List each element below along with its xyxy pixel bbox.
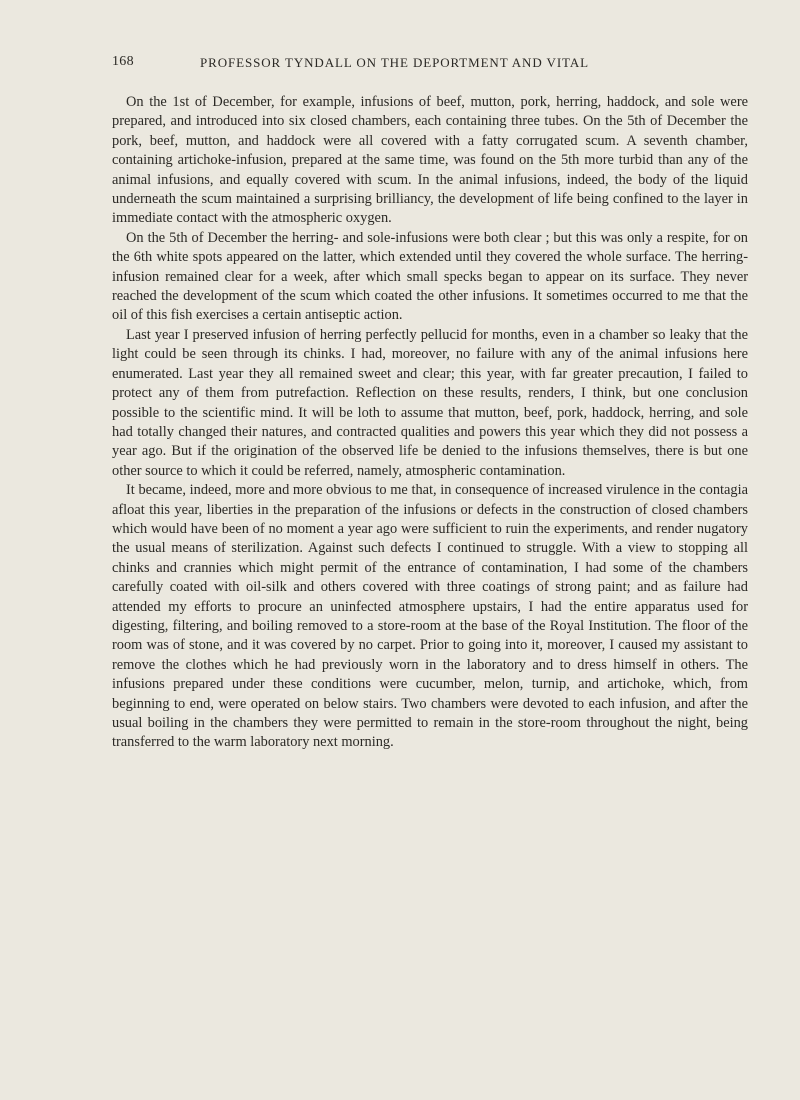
page-number: 168 <box>112 54 134 69</box>
running-title: PROFESSOR TYNDALL ON THE DEPORTMENT AND VITAL <box>200 55 589 70</box>
paragraph: On the 5th of December the herring- and sole-infusions were both clear ; but this was only a respite, for on the 6th white spots appeared on the latter, which extended until they covered the whole surface. The herring-infusion remained clear for a week, after which small specks began to appear on its surface. They never reached the development of the scum which coated the other infusions. It sometimes occurred to me that the oil of this fish exercises a certain antiseptic action. <box>112 229 748 324</box>
body-text <box>112 93 748 753</box>
paragraph: On the 1st of December, for example, infusions of beef, mutton, pork, herring, haddock, and sole were prepared, and introduced into six closed chambers, each containing three tubes. On the 5th of December the pork, beef, mutton, and haddock were all covered with a fatty corrugated scum. A seventh chamber, containing artichoke-infusion, prepared at the same time, was found on the 5th more turbid than any of the animal infusions, and equally covered with scum. In the animal infusions, indeed, the body of the liquid underneath the scum maintained a surprising brilliancy, the development of life being confined to the layer in immediate contact with the atmospheric oxygen. <box>112 94 748 227</box>
paragraph: Last year I preserved infusion of herring perfectly pellucid for months, even in a chamber so leaky that the light could be seen through its chinks. I had, moreover, no failure with any of the animal infusions here enumerated. Last year they all remained sweet and clear; this year, with far greater precaution, I failed to protect any of them from putrefaction. Reflection on these results, renders, I think, but one conclusion possible to the scientific mind. It will be loth to assume that mutton, beef, pork, haddock, herring, and sole had totally changed their natures, and contracted qualities and powers this year which they did not possess a year ago. But if the origination of the observed life be denied to the infusions themselves, there is but one other source to which it could be referred, namely, atmospheric contamination. <box>112 326 748 479</box>
page-header <box>112 54 752 78</box>
paragraph: It became, indeed, more and more obvious to me that, in consequence of increased virulence in the contagia afloat this year, liberties in the preparation of the infusions or defects in the construction of closed chambers which would have been of no moment a year ago were sufficient to ruin the experiments, and render nugatory the usual means of sterilization. Against such defects I continued to struggle. With a view to stopping all chinks and crannies which might permit of the entrance of contamination, I had some of the chambers carefully coated with oil-silk and others covered with three coatings of strong paint; and as failure had attended my efforts to procure an uninfected atmosphere upstairs, I had the entire apparatus used for digesting, filtering, and boiling removed to a store-room at the base of the Royal Institution. The floor of the room was of stone, and it was covered by no carpet. Prior to going into it, moreover, I caused my assistant to remove the clothes which he had previously worn in the laboratory and to dress himself in others. The infusions prepared under these conditions were cucumber, melon, turnip, and artichoke, which, from beginning to end, were operated on below stairs. Two chambers were devoted to each infusion, and after the usual boiling in the chambers they were permitted to remain in the store-room throughout the night, being transferred to the warm laboratory next morning. <box>112 482 748 751</box>
